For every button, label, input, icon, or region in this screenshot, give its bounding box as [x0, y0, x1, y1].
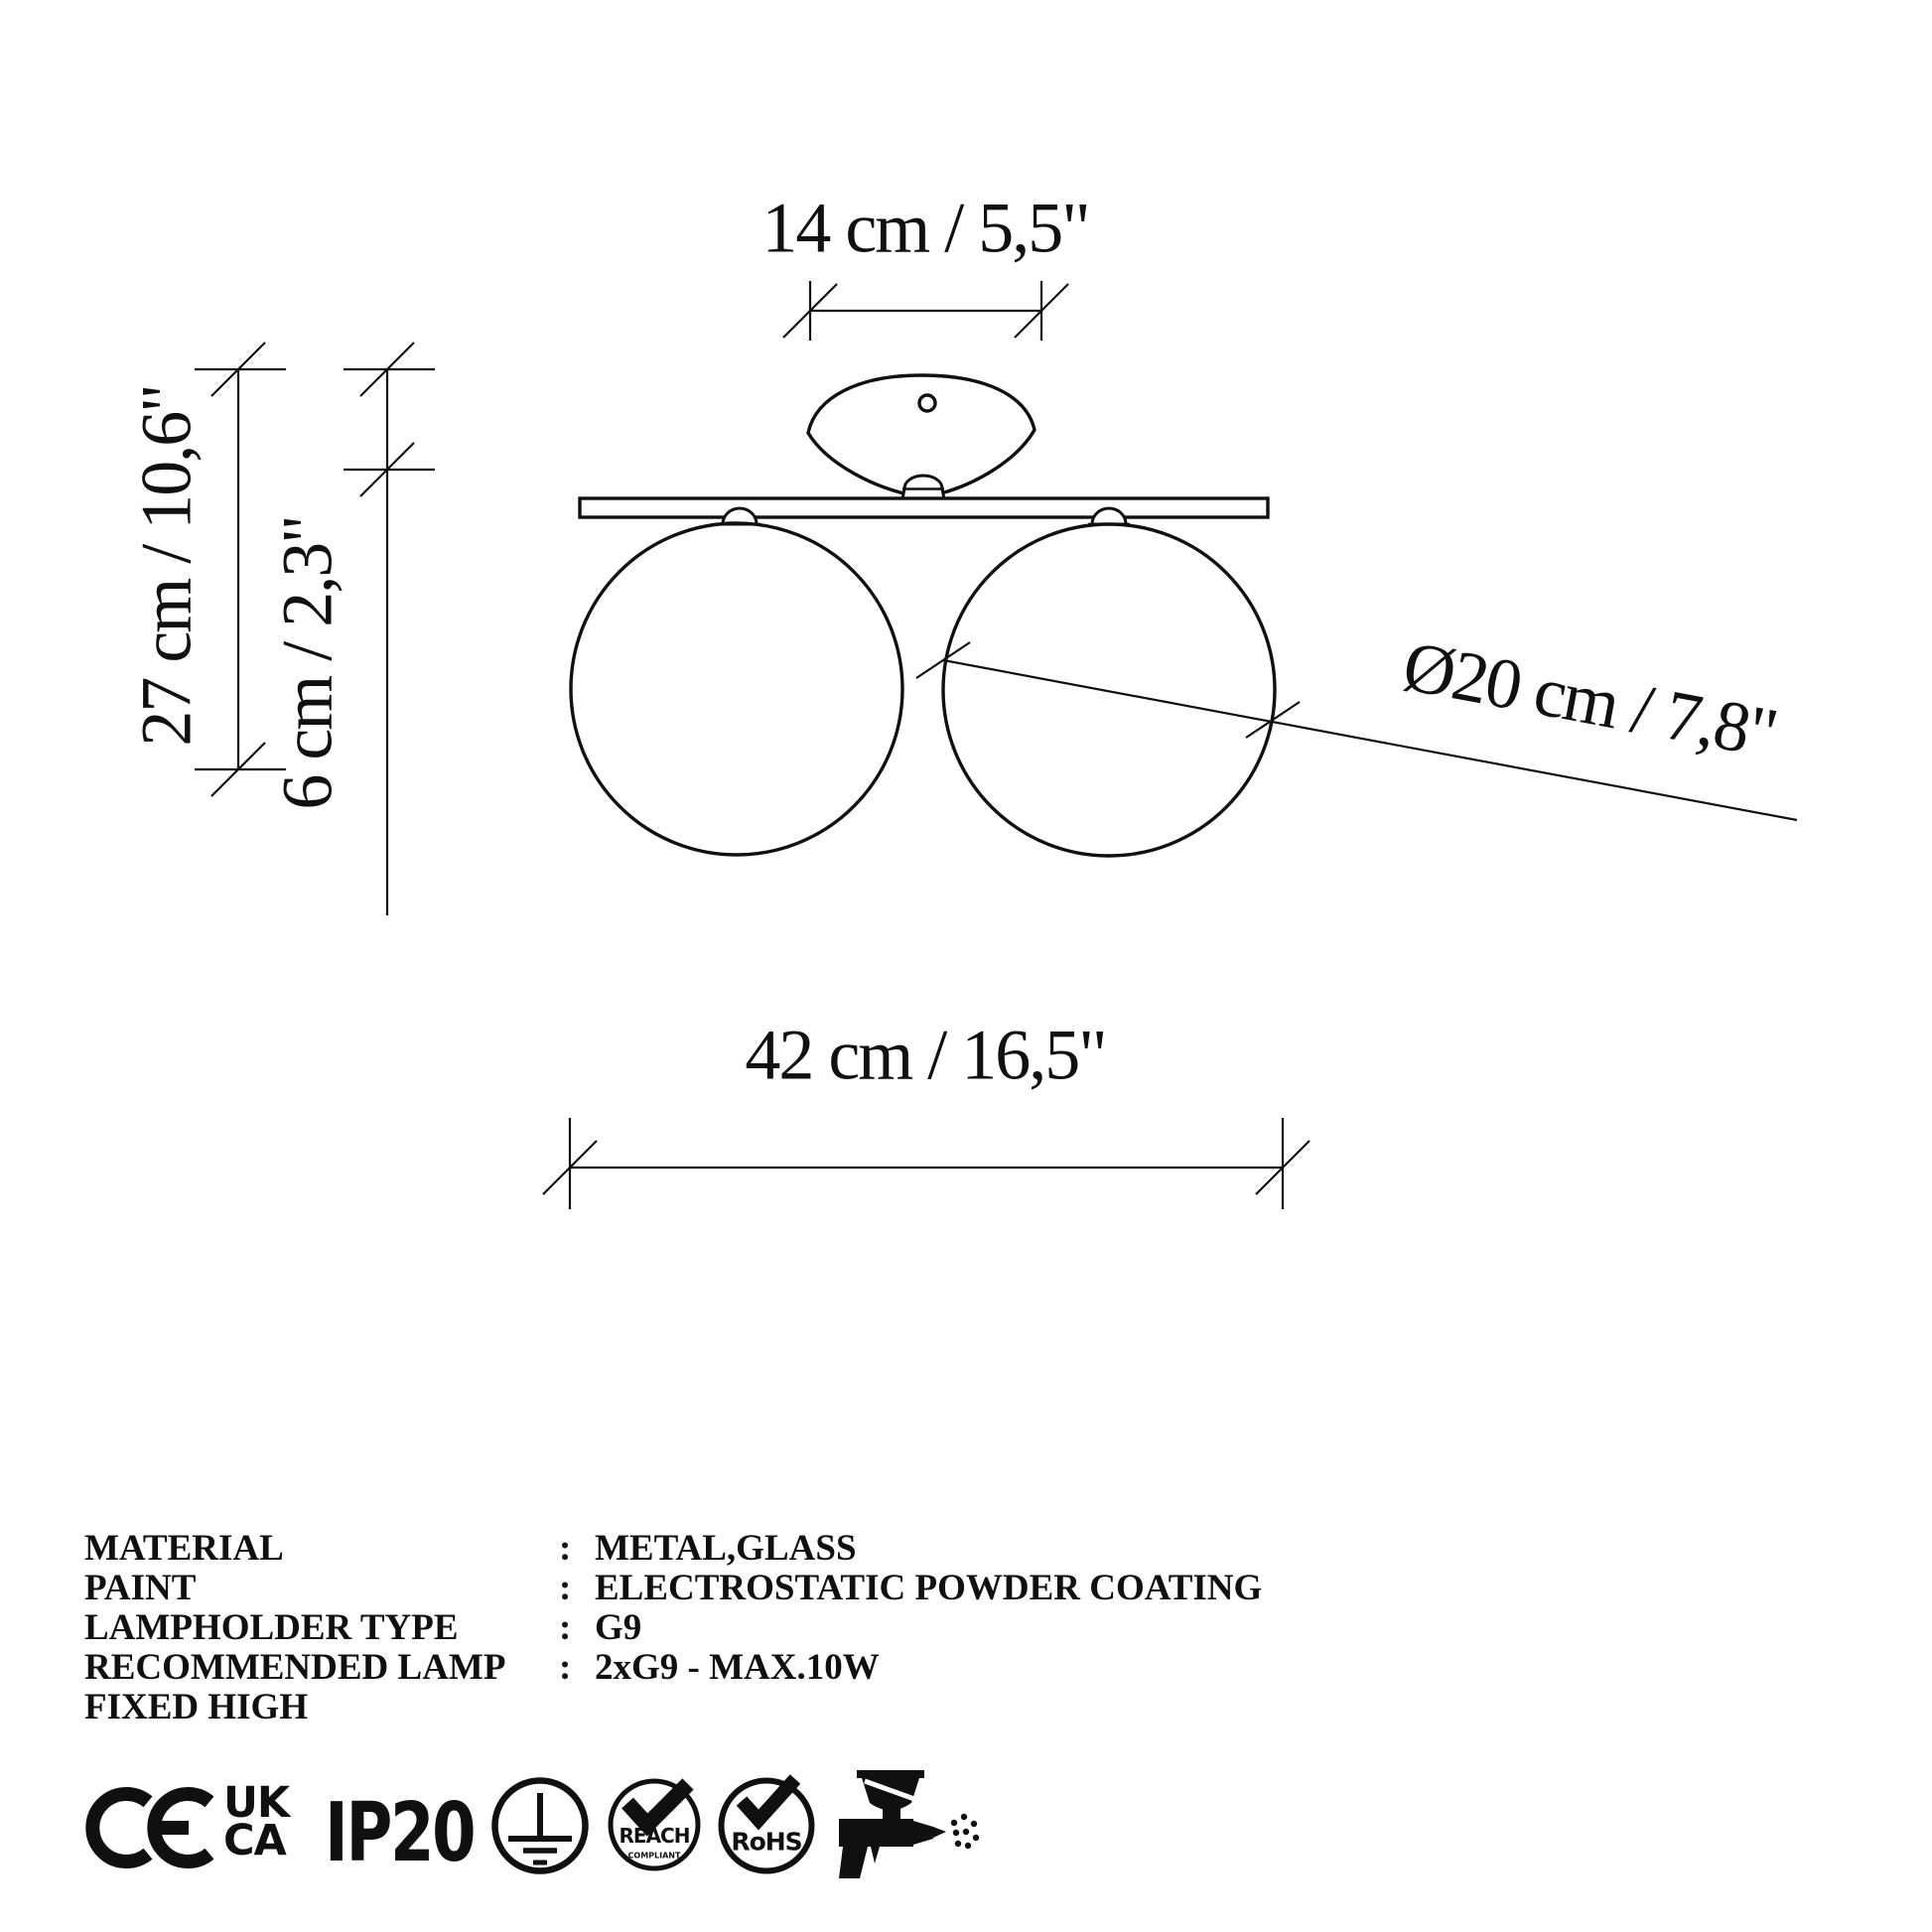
left-glass-globe — [571, 523, 902, 855]
spec-label: PAINT — [84, 1568, 197, 1608]
ukca-mark — [223, 1778, 290, 1865]
spec-value: 2xG9 - MAX.10W — [595, 1647, 880, 1688]
total-height-dimension-label: 27 cm / 10,6" — [126, 385, 207, 747]
earth-ground-icon — [495, 1781, 586, 1871]
spec-label: RECOMMENDED LAMP — [84, 1647, 506, 1688]
spec-separator: : — [559, 1568, 572, 1608]
canopy-height-dimension-lines — [344, 343, 435, 915]
reach-sublabel: COMPLIANT — [627, 1851, 681, 1861]
mounting-bar — [580, 498, 1268, 517]
total-width-dimension-lines — [543, 1118, 1310, 1209]
spec-label: LAMPHOLDER TYPE — [84, 1607, 459, 1648]
spec-row-paint — [84, 1569, 1375, 1608]
spec-value: METAL,GLASS — [595, 1528, 857, 1569]
spec-separator: : — [559, 1607, 572, 1648]
ukca-line1: UK — [223, 1778, 290, 1828]
spec-value — [595, 1688, 1375, 1727]
spec-row-material — [84, 1529, 1375, 1569]
rohs-label: RoHS — [731, 1827, 802, 1857]
spec-separator: : — [559, 1647, 572, 1688]
canopy-height-dimension-label: 6 cm / 2,3" — [267, 516, 347, 810]
spec-separator: : — [559, 1528, 572, 1569]
spec-value: G9 — [595, 1607, 642, 1648]
canopy-stem — [902, 476, 944, 499]
spec-label: FIXED HIGH — [84, 1687, 309, 1727]
rohs-icon — [722, 1779, 812, 1871]
canopy-width-dimension-label: 14 cm / 5,5" — [761, 188, 1089, 268]
spec-row-recommended-lamp — [84, 1648, 1375, 1688]
spec-separator — [559, 1688, 595, 1727]
right-glass-globe — [943, 524, 1275, 856]
ukca-line2: CA — [223, 1816, 286, 1865]
specification-table — [84, 1529, 1375, 1727]
total-width-dimension-label: 42 cm / 16,5" — [745, 1015, 1106, 1095]
spec-row-fixed-high — [84, 1688, 1375, 1727]
ce-mark-icon — [92, 1794, 209, 1862]
globe-diameter-dimension-label: Ø20 cm / 7,8" — [1397, 625, 1782, 773]
spec-label: MATERIAL — [84, 1528, 284, 1569]
reach-label: REACH — [619, 1824, 690, 1848]
canopy-width-dimension-lines — [783, 281, 1068, 341]
spec-row-lampholder — [84, 1608, 1375, 1648]
spec-value: ELECTROSTATIC POWDER COATING — [595, 1568, 1263, 1608]
spray-paint-gun-icon — [839, 1770, 979, 1878]
ip20-rating: IP20 — [325, 1786, 475, 1880]
